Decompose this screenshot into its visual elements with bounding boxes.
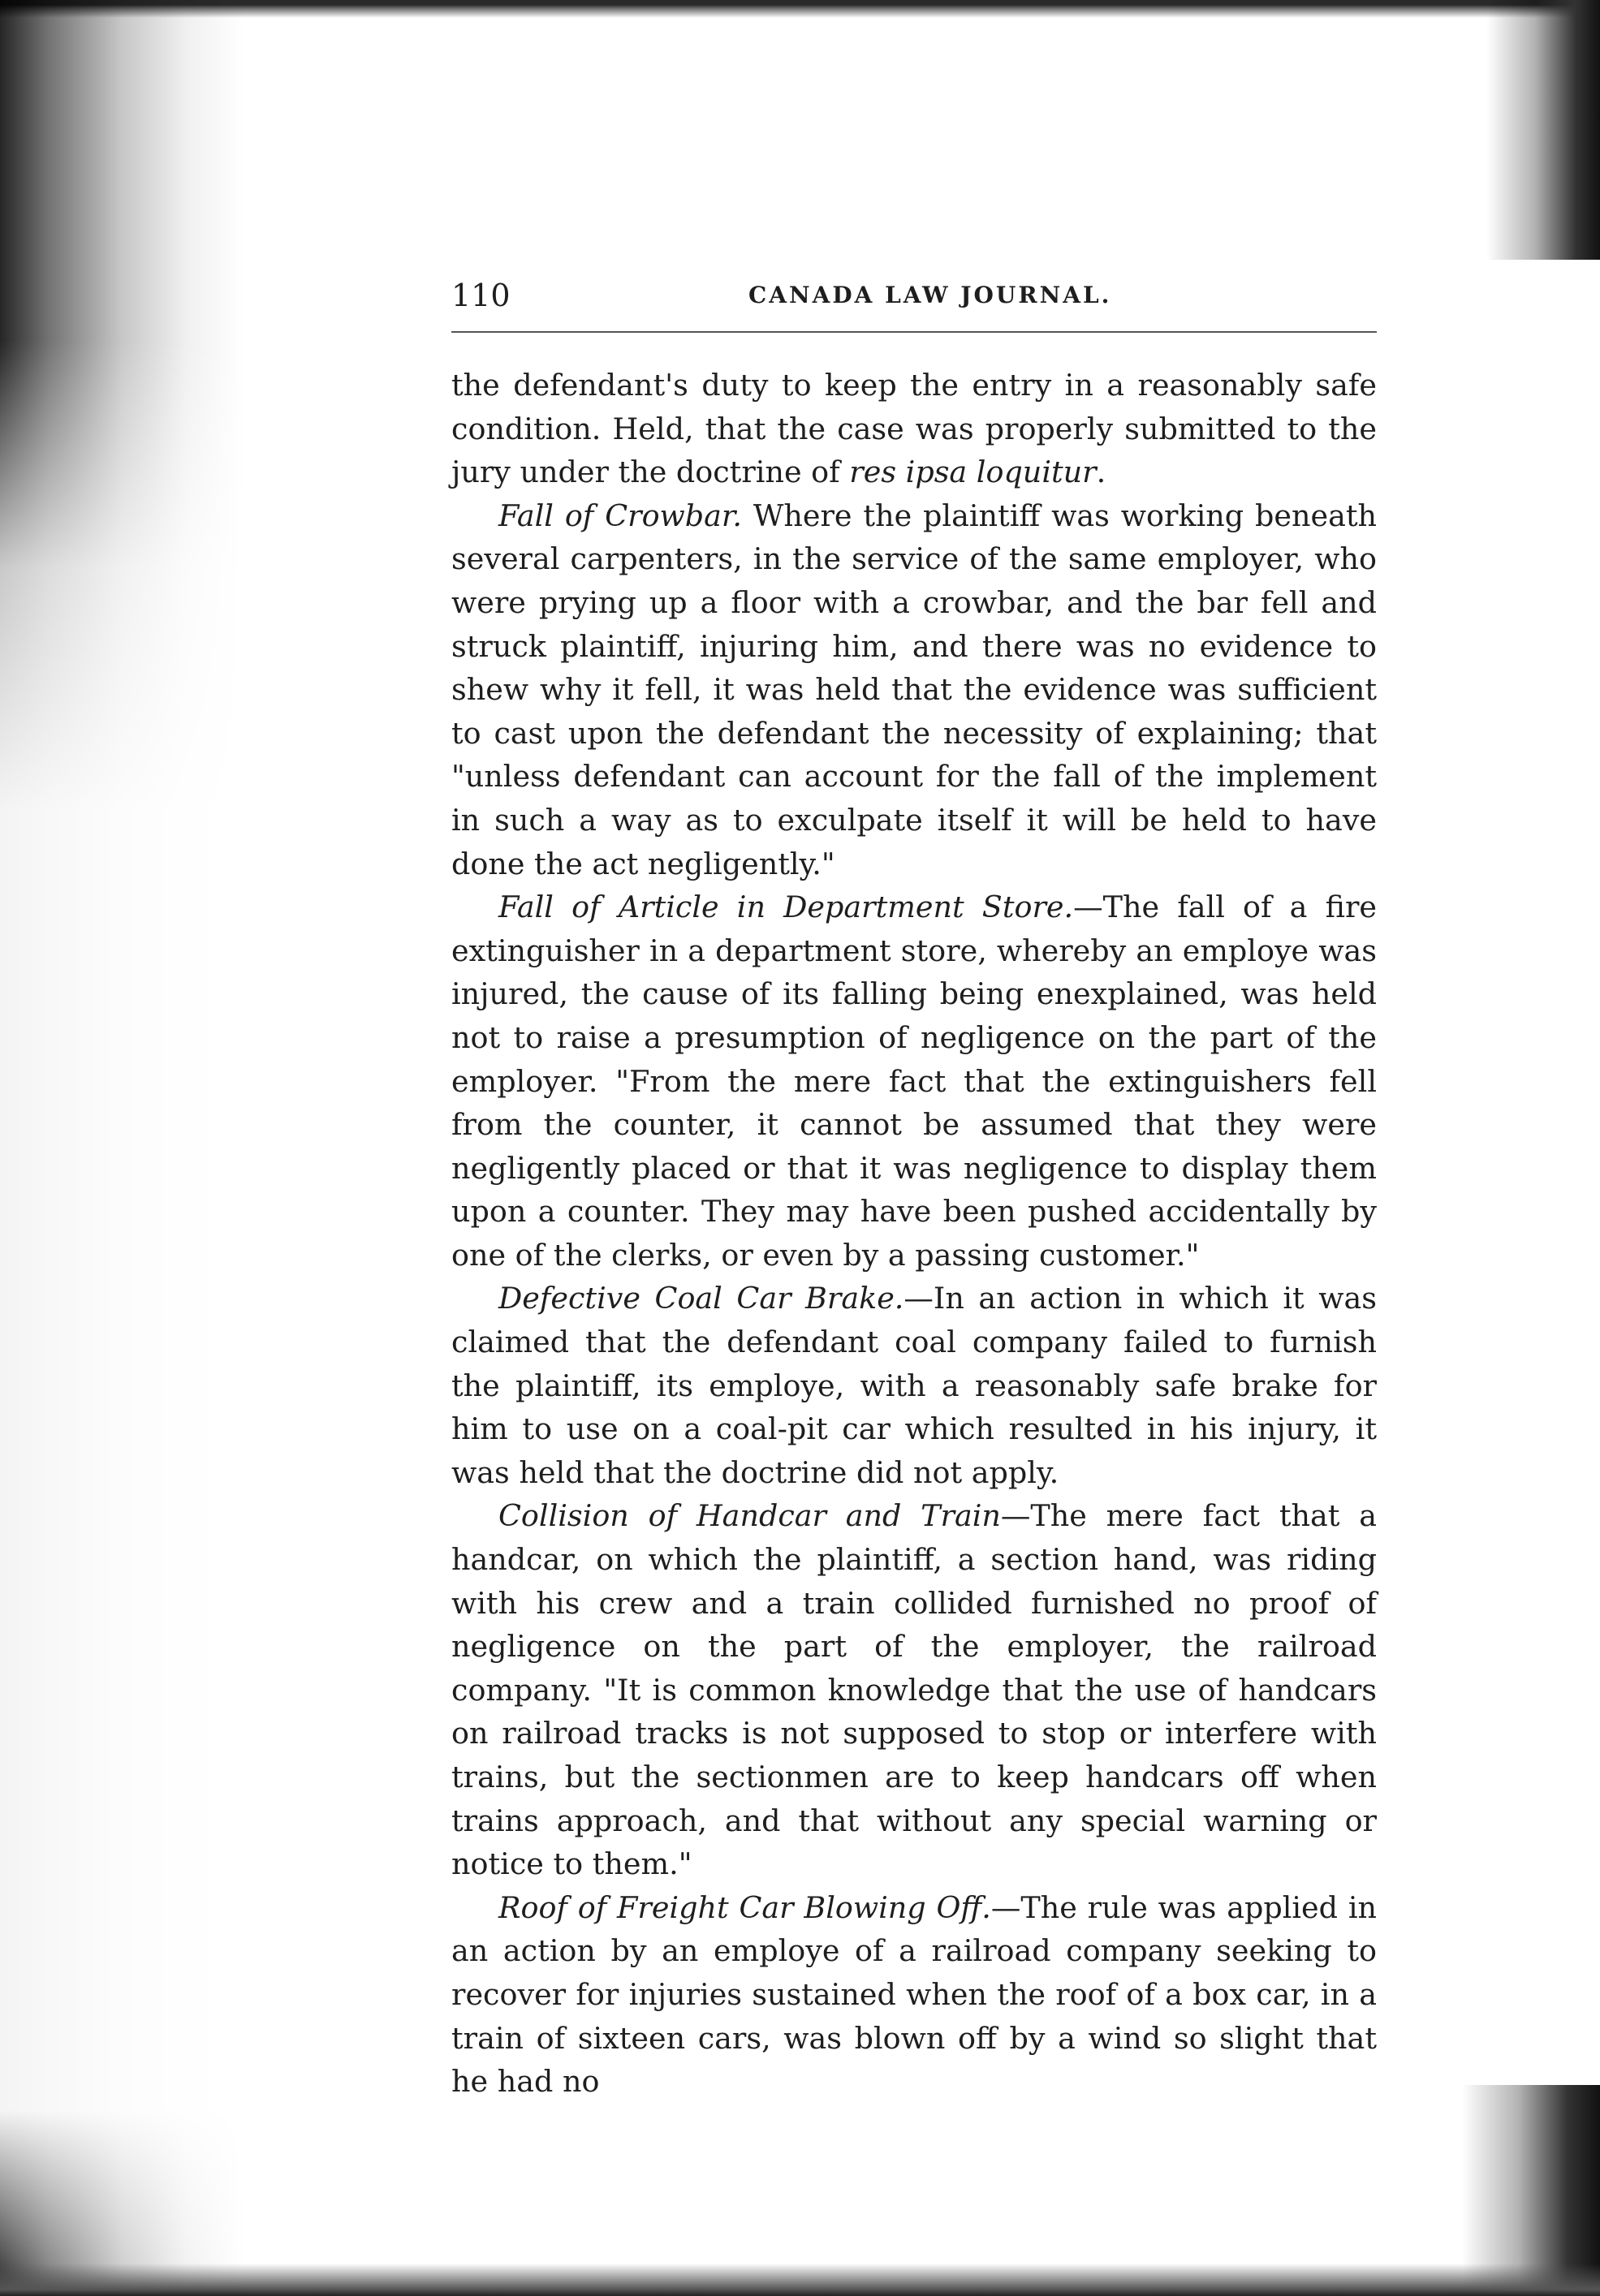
page-header [451, 271, 1377, 320]
paragraph-text: —In an action in which it was claimed that the defendant coal company failed to furnish the plaintiff, its employe, with a reasonably safe brake for him to use on a coal-pit car which resulted in his injury, it was held that the doctrine did not apply. [451, 1281, 1377, 1490]
paragraph-heading: Fall of Article in Department Store. [498, 890, 1074, 925]
paragraph-continuation [451, 364, 1377, 494]
paragraph-text: —The mere fact that a handcar, on which the plaintiff, a section hand, was riding with his crew and a train collided furnished no proof of negligence on the part of the employer, the railroad company. "It is common knowledge that the use of handcars on railroad tracks is not supposed to stop or interfere with trains, but the sectionmen are to keep handcars off when trains approach, and that without any special warning or notice to them." [451, 1498, 1377, 1882]
paragraph-text: —The rule was applied in an action by an employe of a railroad company seeking to recover for injuries sustained when the roof of a box car, in a train of sixteen cars, was blown off by a wind so slight that he had no [451, 1889, 1378, 2100]
paragraph-heading: Roof of Freight Car Blowing Off. [498, 1889, 991, 1925]
scan-edge-bottom [0, 2264, 1600, 2296]
scan-shadow-left [0, 0, 244, 2296]
body-text [451, 364, 1377, 2104]
paragraph-roof-blowing-off [451, 1886, 1377, 2104]
header-rule [451, 331, 1377, 333]
latin-phrase: res ipsa loquitur [849, 454, 1097, 490]
paragraph-text: the defendant's duty to keep the entry in a reasonably safe condition. Held, that the case was properly submitted to the jury under the doctrine of [451, 368, 1377, 490]
paragraph-collision [451, 1494, 1377, 1885]
paragraph-text: Where the plaintiff was working beneath several carpenters, in the service of the same employer, who were prying up a floor with a crowbar, and the bar fell and struck plaintiff, injuring him, and there was no evidence to shew why it fell, it was held that the evidence was sufficient to cast upon the defendant the necessity of explaining; that "unless defendant can account for the fall of the implement in such a way as to exculpate itself it will be held to have done the act negligently." [451, 498, 1378, 881]
paragraph-heading: Fall of Crowbar. [498, 498, 742, 533]
page-number: 110 [451, 278, 511, 313]
paragraph-heading: Defective Coal Car Brake. [498, 1281, 904, 1316]
paragraph-end: . [1096, 454, 1106, 490]
paragraph-text: —The fall of a fire extinguisher in a department store, whereby an employe was injured, the cause of its falling being enexplained, was held not to raise a presumption of negligence on the part of the employer. "From the mere fact that the extinguishers fell from the counter, it cannot be assumed that they were negligently placed or that it was negligence to display them upon a counter. They may have been pushed accidentally by one of the clerks, or even by a passing customer." [451, 890, 1378, 1273]
paragraph-defective-brake [451, 1277, 1377, 1494]
paragraph-fall-of-article [451, 885, 1377, 1277]
running-head: CANADA LAW JOURNAL. [748, 282, 1112, 308]
scan-shadow-right-top [1486, 0, 1600, 260]
paragraph-heading: Collision of Handcar and Train [498, 1498, 1001, 1534]
paragraph-fall-of-crowbar [451, 494, 1377, 885]
